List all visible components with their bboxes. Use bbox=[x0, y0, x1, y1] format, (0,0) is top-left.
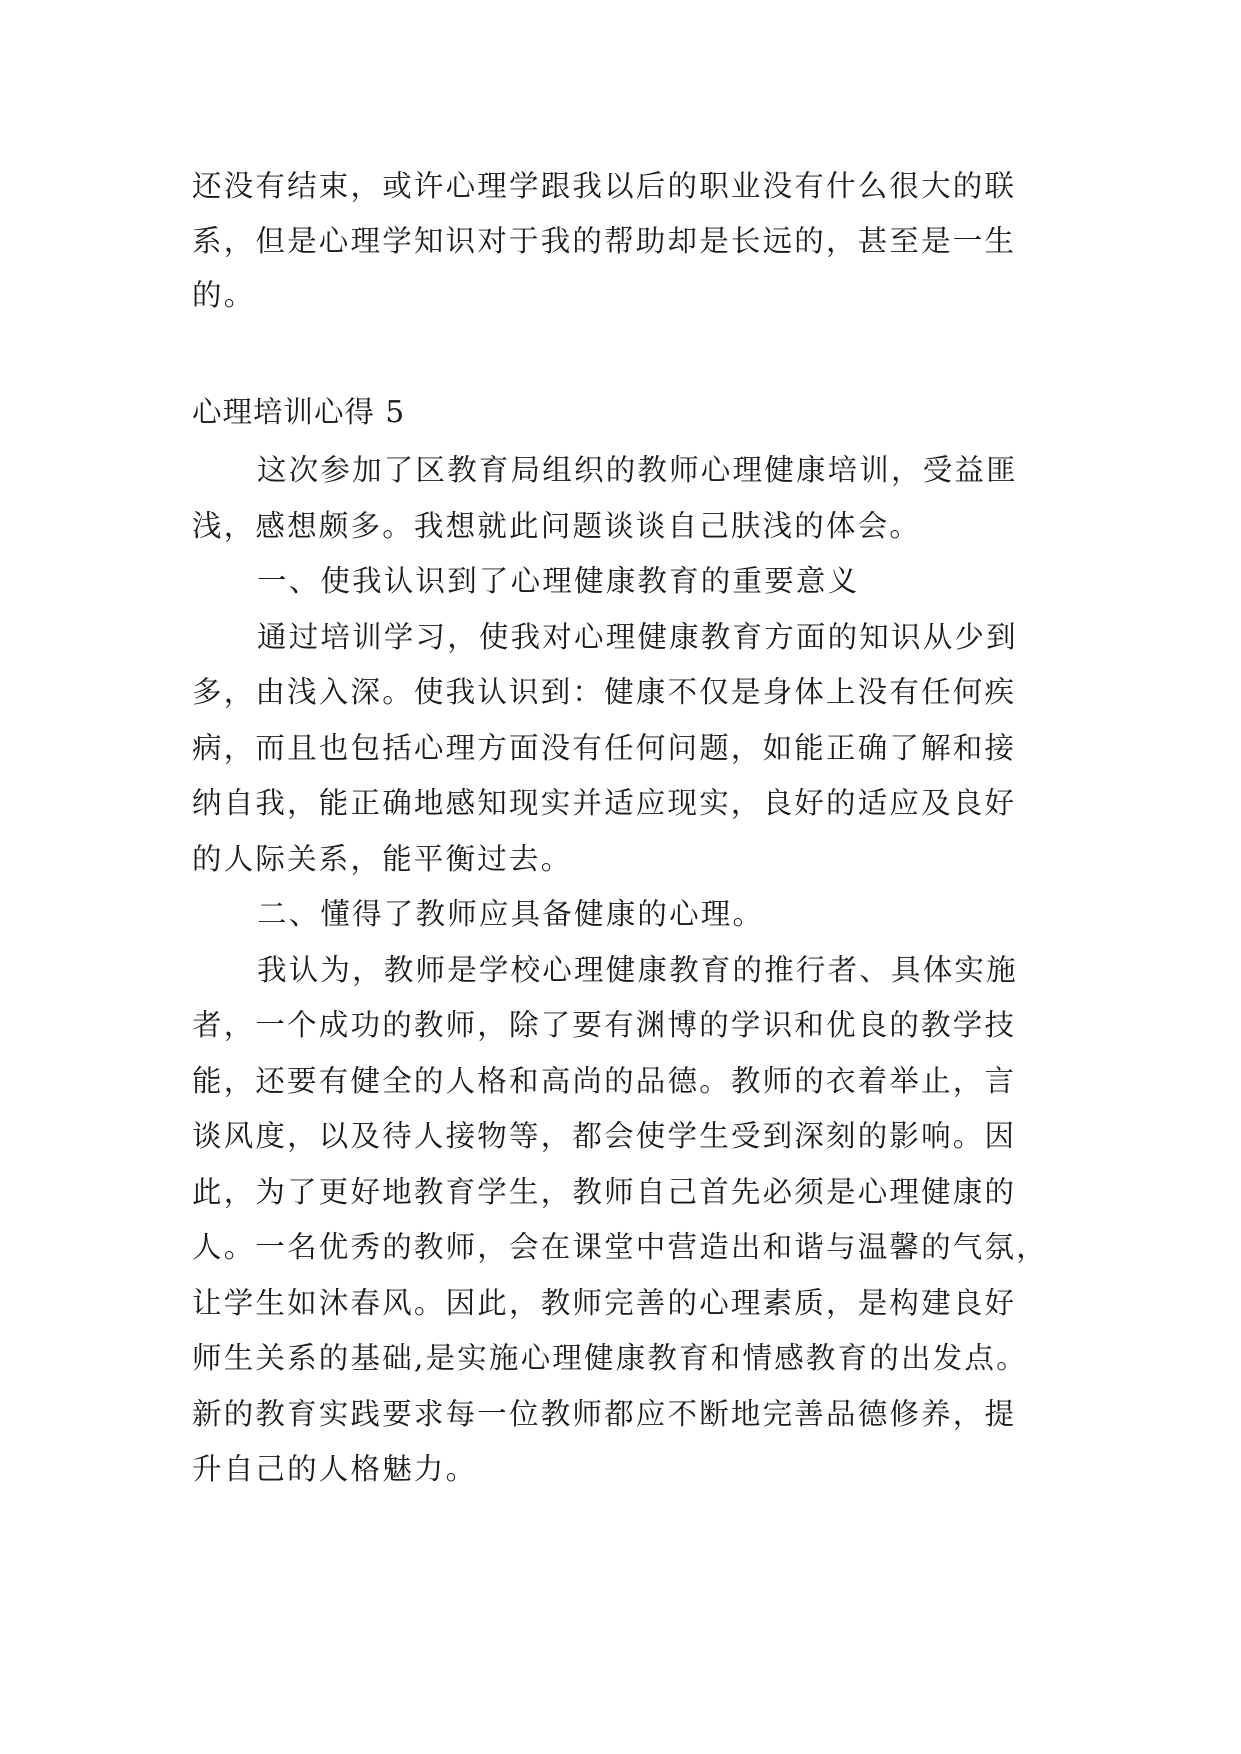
text-line: 让学生如沐春风。因此，教师完善的心理素质，是构建良好 bbox=[192, 1286, 1017, 1320]
section-heading: 心理培训心得 5 bbox=[192, 395, 406, 429]
text-line: 多，由浅入深。使我认识到：健康不仅是身体上没有任何疾 bbox=[192, 675, 1017, 709]
text-line: 谈风度，以及待人接物等，都会使学生受到深刻的影响。因 bbox=[192, 1119, 1017, 1153]
text-line: 新的教育实践要求每一位教师都应不断地完善品德修养，提 bbox=[192, 1397, 1017, 1431]
text-line: 师生关系的基础,是实施心理健康教育和情感教育的出发点。 bbox=[192, 1341, 1028, 1375]
text-line: 系，但是心理学知识对于我的帮助却是长远的，甚至是一生 bbox=[192, 224, 1017, 258]
text-line: 纳自我，能正确地感知现实并适应现实，良好的适应及良好 bbox=[192, 786, 1017, 820]
subheading: 一、使我认识到了心理健康教育的重要意义 bbox=[257, 564, 860, 598]
text-line: 病，而且也包括心理方面没有任何问题，如能正确了解和接 bbox=[192, 731, 1017, 765]
text-line: 通过培训学习，使我对心理健康教育方面的知识从少到 bbox=[257, 620, 1018, 654]
text-line: 我认为，教师是学校心理健康教育的推行者、具体实施 bbox=[257, 953, 1018, 987]
text-line: 的。 bbox=[192, 278, 256, 312]
text-line: 这次参加了区教育局组织的教师心理健康培训，受益匪 bbox=[257, 453, 1018, 487]
text-line: 浅，感想颇多。我想就此问题谈谈自己肤浅的体会。 bbox=[192, 509, 922, 543]
text-line: 还没有结束，或许心理学跟我以后的职业没有什么很大的联 bbox=[192, 169, 1017, 203]
text-line: 的人际关系，能平衡过去。 bbox=[192, 842, 573, 876]
text-line: 能，还要有健全的人格和高尚的品德。教师的衣着举止，言 bbox=[192, 1064, 1017, 1098]
text-line: 升自己的人格魅力。 bbox=[192, 1452, 478, 1486]
text-line: 者，一个成功的教师，除了要有渊博的学识和优良的教学技 bbox=[192, 1008, 1017, 1042]
text-line: 人。一名优秀的教师，会在课堂中营造出和谐与温馨的气氛， bbox=[192, 1230, 1048, 1264]
subheading: 二、懂得了教师应具备健康的心理。 bbox=[257, 897, 765, 931]
text-line: 此，为了更好地教育学生，教师自己首先必须是心理健康的 bbox=[192, 1175, 1017, 1209]
